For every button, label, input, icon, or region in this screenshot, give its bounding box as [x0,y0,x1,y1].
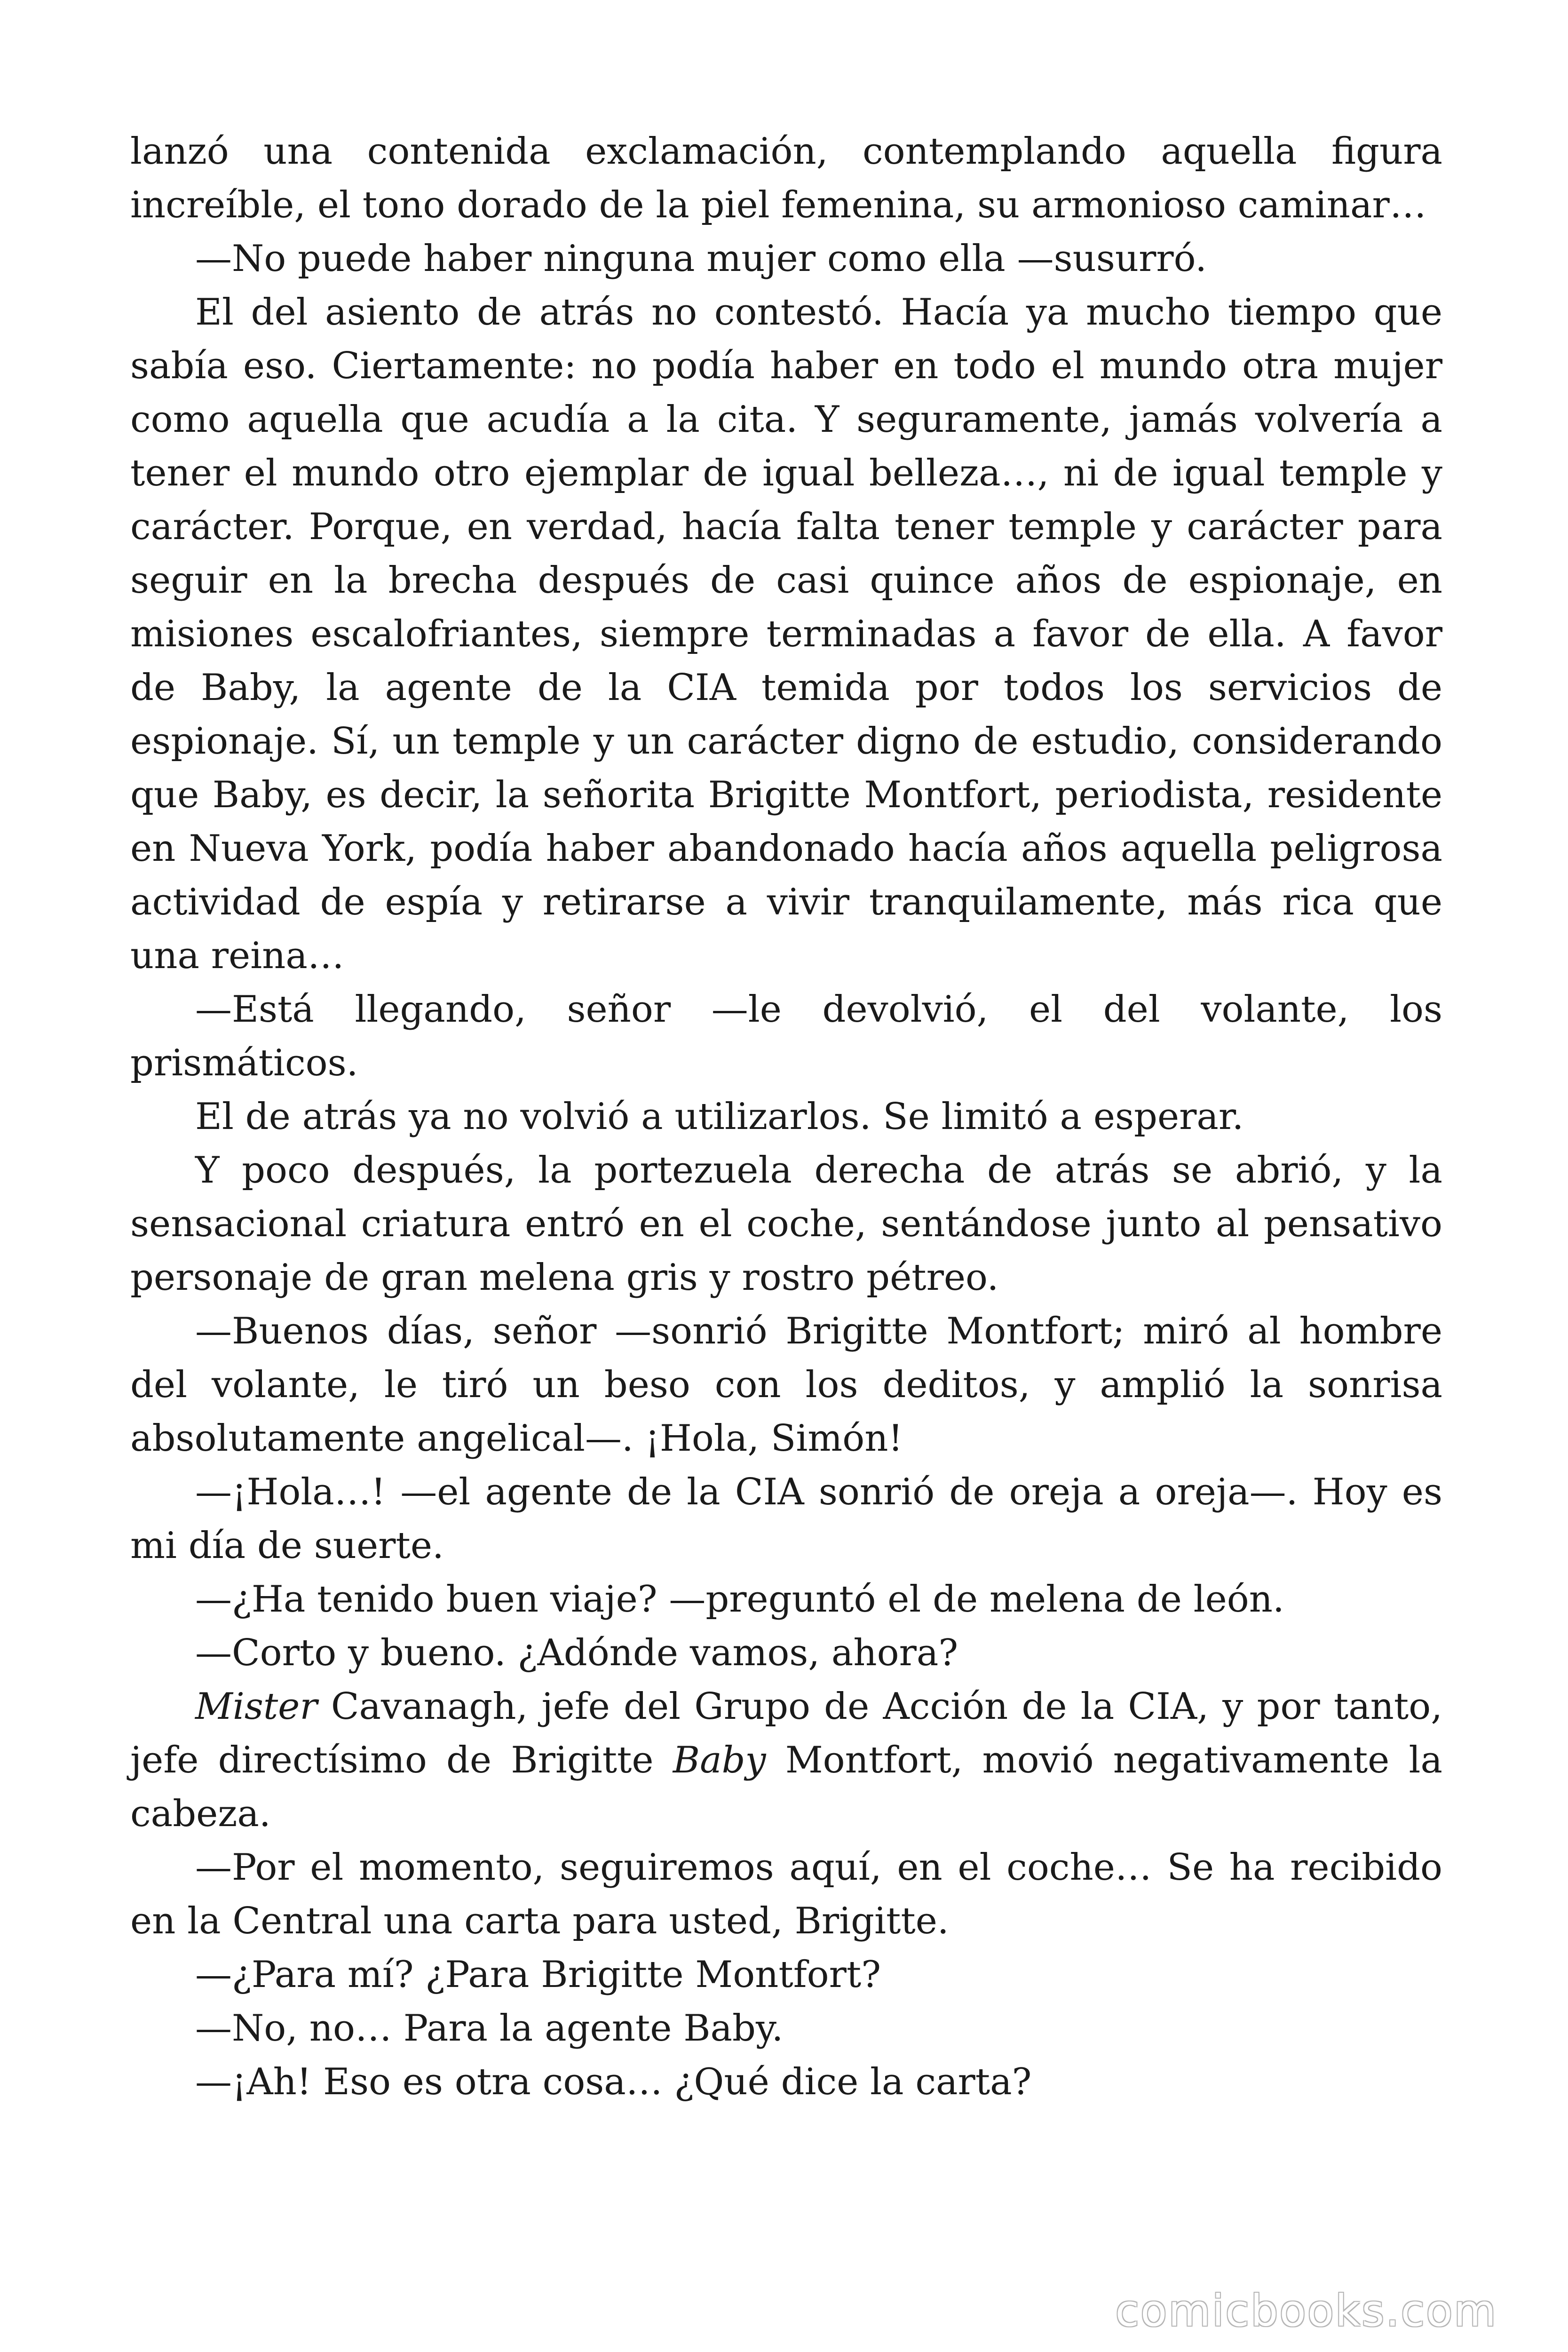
paragraph: —¡Ah! Eso es otra cosa… ¿Qué dice la carta? [195,2061,1032,2103]
paragraph: —¿Ha tenido buen viaje? —preguntó el de melena de león. [195,1578,1284,1621]
paragraph: lanzó una contenida exclamación, contemplando aquella figura increíble, el tono dorado de la piel femenina, su armonioso caminar… [130,130,1442,226]
paragraph-text-part: Cavanagh, jefe del Grupo de Acción de la CIA, y por tanto, jefe directísimo de Brigitte [130,1685,1442,1781]
italic-word-baby: Baby [673,1739,766,1781]
paragraph: —Corto y bueno. ¿Adónde vamos, ahora? [195,1632,958,1674]
watermark: comicbooks.com [1115,2286,1497,2336]
italic-word-mister: Mister [195,1685,317,1728]
paragraph: —Buenos días, señor —sonrió Brigitte Montfort; miró al hombre del volante, le tiró un beso con los deditos, y amplió la sonrisa absolutamente angelical—. ¡Hola, Simón! [130,1310,1442,1460]
paragraph: —Por el momento, seguiremos aquí, en el coche… Se ha recibido en la Central una carta para usted, Brigitte. [130,1846,1442,1942]
paragraph: —No, no… Para la agente Baby. [195,2007,784,2050]
paragraph: El de atrás ya no volvió a utilizarlos. Se limitó a esperar. [195,1096,1244,1138]
paragraph: El del asiento de atrás no contestó. Hacía ya mucho tiempo que sabía eso. Ciertamente: no podía haber en todo el mundo otra mujer como aquella que acudía a la cita. Y seguramente, jamás volvería a tener el mundo otro ejemplar de igual belleza…, ni de igual temple y carácter. Porque, en verdad, hacía falta tener temple y carácter para seguir en la brecha después de casi quince años de espionaje, en misiones escalofriantes, siempre terminadas a favor de ella. A favor de Baby, la agente de la CIA temida por todos los servicios de espionaje. Sí, un temple y un carácter digno de estudio, considerando que Baby, es decir, la señorita Brigitte Montfort, periodista, residente en Nueva York, podía haber abandonado hacía años aquella peligrosa actividad de espía y retirarse a vivir tranquilamente, más rica que una reina… [130,291,1442,977]
paragraph-text-part: Montfort, movió negativamente la cabeza. [130,1739,1442,1835]
paragraph: —¿Para mí? ¿Para Brigitte Montfort? [195,1954,881,1996]
paragraph: —¡Hola…! —el agente de la CIA sonrió de oreja a oreja—. Hoy es mi día de suerte. [130,1471,1442,1567]
paragraph [130,1680,1442,1841]
paragraph: —Está llegando, señor —le devolvió, el del volante, los prismáticos. [130,988,1442,1084]
book-page-text [130,125,1442,2109]
paragraph: Y poco después, la portezuela derecha de atrás se abrió, y la sensacional criatura entró en el coche, sentándose junto al pensativo personaje de gran melena gris y rostro pétreo. [130,1149,1442,1299]
paragraph: —No puede haber ninguna mujer como ella —susurró. [195,238,1207,280]
